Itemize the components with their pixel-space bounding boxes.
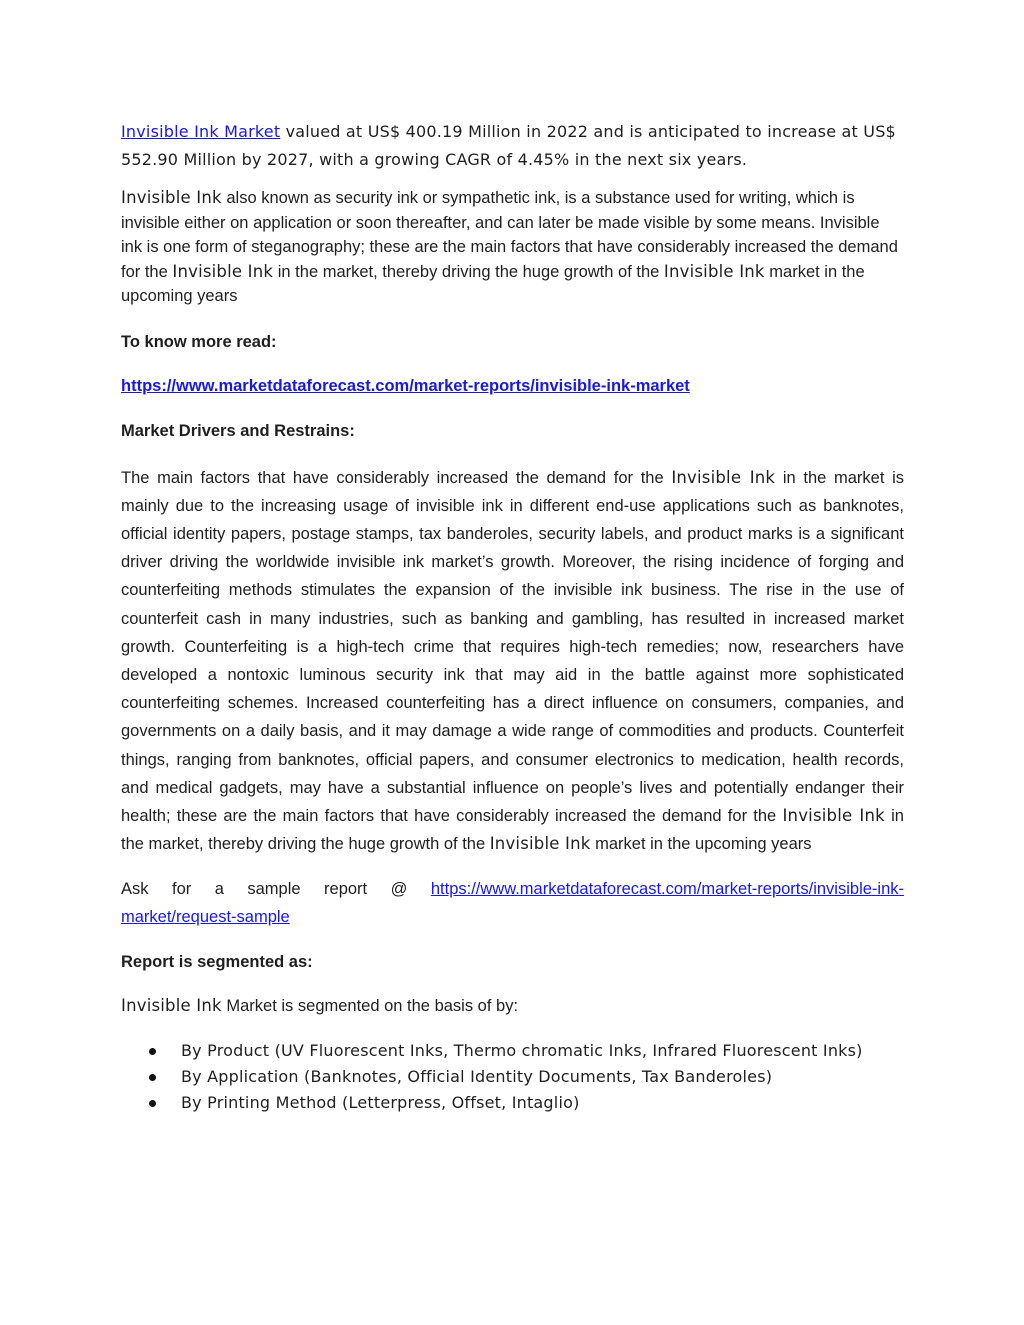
invisible-ink-market-link[interactable]: Invisible Ink Market (121, 122, 281, 141)
definition-text-1: also known as security ink or sympathetic ink, is a substance used for writing, which is invisible either on application or soon thereafter, and can later be made visible by some means. Invisible ink is one form of steganography; these are the main factors that have considerably increased the demand for the (121, 189, 898, 281)
list-item (121, 1039, 904, 1063)
segmentation-term: Invisible Ink (121, 996, 222, 1016)
drivers-term-1: Invisible Ink (671, 467, 776, 487)
bullet-icon (149, 1100, 156, 1107)
segmentation-text: Market is segmented on the basis of by: (221, 997, 519, 1016)
bullet-icon (149, 1048, 156, 1055)
drivers-term-2: Invisible Ink (782, 805, 885, 825)
segment-item-text: By Product (UV Fluorescent Inks, Thermo chromatic Inks, Infrared Fluorescent Inks) (181, 1041, 863, 1061)
definition-term-1: Invisible Ink (121, 188, 222, 207)
know-more-link-line (121, 374, 904, 398)
sample-request-link[interactable]: https://www.marketdataforecast.com/market-reports/invisible-ink-market/request-sample (121, 880, 904, 927)
segment-list (121, 1039, 904, 1115)
definition-text-3: market in the upcoming years (121, 262, 865, 305)
definition-term-3: Invisible Ink (663, 261, 765, 281)
drivers-paragraph (121, 464, 904, 859)
definition-text-2: in the market, thereby driving the huge growth of the (273, 262, 664, 281)
bullet-icon (149, 1074, 156, 1081)
know-more-heading: To know more read: (121, 332, 277, 351)
sample-request-paragraph (121, 875, 904, 931)
segmentation-intro (121, 994, 904, 1018)
drivers-text-3: in the market, thereby driving the huge growth of the (121, 806, 904, 854)
list-item (121, 1091, 904, 1115)
definition-term-2: Invisible Ink (172, 261, 274, 281)
drivers-heading: Market Drivers and Restrains: (121, 421, 355, 440)
drivers-text-1: The main factors that have considerably increased the demand for the (121, 468, 672, 487)
know-more-link[interactable]: https://www.marketdataforecast.com/market-reports/invisible-ink-market (121, 376, 690, 395)
segment-item-text: By Printing Method (Letterpress, Offset, Intaglio) (181, 1093, 580, 1113)
segmentation-heading: Report is segmented as: (121, 953, 313, 972)
document-page (121, 118, 904, 1117)
intro-paragraph (121, 118, 904, 174)
drivers-term-3: Invisible Ink (489, 834, 591, 854)
list-item (121, 1065, 904, 1089)
definition-paragraph (121, 186, 904, 309)
sample-prefix: Ask for a sample report @ (121, 880, 431, 899)
drivers-text-2: in the market is mainly due to the increasing usage of invisible ink in different end-use applications such as banknotes, official identity papers, postage stamps, tax banderoles, security labels, and product marks is a significant driver driving the worldwide invisible ink market’s growth. Moreover, the rising incidence of forging and counterfeiting methods stimulates the expansion of the invisible ink business. The rise in the use of counterfeit cash in many industries, such as banking and gambling, has resulted in increased market growth. Counterfeiting is a high-tech crime that requires high-tech remedies; now, researchers have developed a nontoxic luminous security ink that may aid in the battle against more sophisticated counterfeiting schemes. Increased counterfeiting has a direct influence on consumers, companies, and governments on a daily basis, and it may damage a wide range of commodities and products. Counterfeit things, ranging from banknotes, official papers, and consumer electronics to medication, health records, and medical gadgets, may have a substantial influence on people’s lives and potentially endanger their health; these are the main factors that have considerably increased the demand for the (121, 468, 904, 825)
drivers-text-4: market in the upcoming years (590, 835, 812, 854)
intro-text: valued at US$ 400.19 Million in 2022 and is anticipated to increase at US$ 552.90 Million by 2027, with a growing CAGR of 4.45% in the next six years. (121, 122, 896, 169)
segment-item-text: By Application (Banknotes, Official Identity Documents, Tax Banderoles) (181, 1067, 773, 1087)
